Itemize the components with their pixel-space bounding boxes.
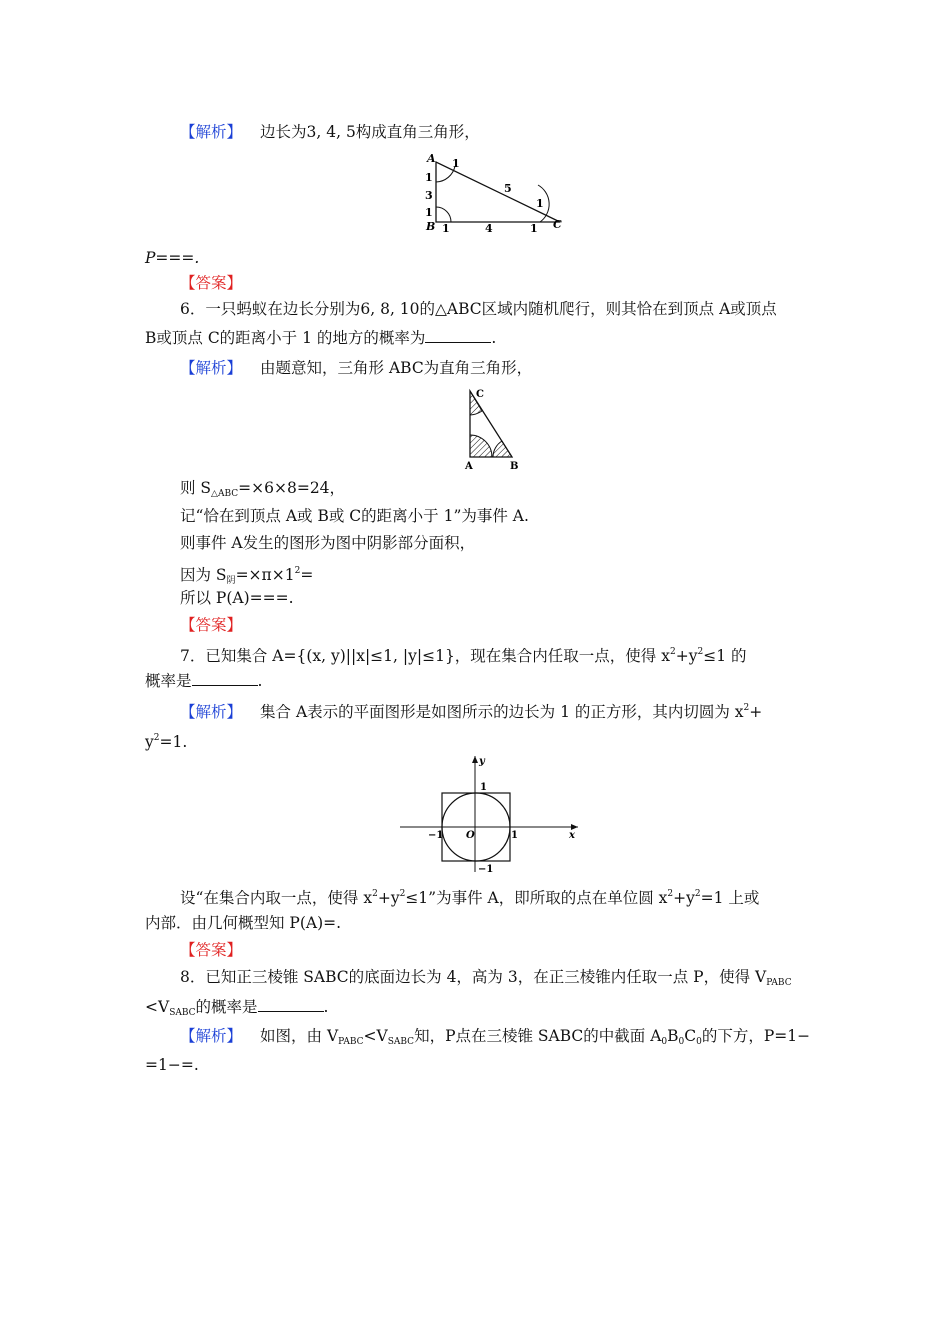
figure-right-triangle-shaded <box>460 385 530 475</box>
fig3-neg-left: −1 <box>428 830 444 841</box>
analysis-label: 【解析】 <box>180 703 243 721</box>
q7-inner-line: 内部．由几何概型知 P(A)=. <box>145 914 342 932</box>
fig1-hyp: 5 <box>504 182 512 195</box>
fig1-label-B: B <box>426 220 436 233</box>
fig1-label-C: C <box>553 218 562 231</box>
q8-analysis-line: 【解析】 如图，由 $V_{PABC}<V_{SABC}$知，P点在三棱锥 SABC的中截面 $A_0B_0C_0$的下方，P=1− <box>180 1027 811 1047</box>
fig3-x-label: x <box>569 830 575 841</box>
q6-line1: 6．一只蚂蚁在边长分别为6, 8, 10的△ABC区域内随机爬行，则其恰在到顶点 A或顶点 <box>180 300 777 318</box>
q6-line2: B或顶点 C的距离小于 1 的地方的概率为 . <box>145 329 497 347</box>
fig1-bottom-left: 1 <box>442 222 450 235</box>
analysis-label: 【解析】 <box>180 1027 243 1045</box>
fig1-bottom-right: 1 <box>530 222 538 235</box>
q8-line2: $<V_{SABC}$的概率是 . <box>145 998 329 1018</box>
fig2-label-C: C <box>476 389 484 400</box>
answer-label: 【答案】 <box>180 274 243 292</box>
fig3-one-top: 1 <box>480 782 487 793</box>
fig3-y-label: y <box>479 756 485 767</box>
q7-line1: 7．已知集合 A={(x, y)||x|≤1, |y|≤1}，现在集合内任取一点，使得 $x^2+y^2\le 1$ 的 <box>180 647 747 665</box>
q6-result-line: 所以 P(A)===. <box>180 589 294 607</box>
fig2-label-A: A <box>465 461 473 472</box>
p5-analysis-line <box>180 121 480 143</box>
q7-line2: 概率是 . <box>145 672 263 690</box>
q8-line1: 8．已知正三棱锥 SABC的底面边长为 4，高为 3，在正三棱锥内任取一点 P，使得 $V_{PABC}$ <box>180 968 792 988</box>
p5-formula: P===. <box>145 249 200 267</box>
answer-blank <box>425 328 491 343</box>
q7-analysis-line: 【解析】 集合 A表示的平面图形是如图所示的边长为 1 的正方形，其内切圆为 $x^2+$ <box>180 703 763 721</box>
fig1-left-mid: 3 <box>425 189 433 202</box>
fig3-neg-bottom: −1 <box>478 864 494 874</box>
p5-analysis-text: 边长为3, 4, 5构成直角三角形， <box>260 123 480 141</box>
q7-answer-line <box>180 939 242 961</box>
fig1-right: 1 <box>536 197 544 210</box>
q6-shaded-line: 则事件 A发生的图形为图中阴影部分面积， <box>180 534 476 552</box>
figure-square-incircle <box>398 752 588 874</box>
fig1-top: 1 <box>452 157 460 170</box>
answer-label: 【答案】 <box>180 616 243 634</box>
figure-right-triangle-345 <box>415 150 570 235</box>
q8-last-line: =1−=. <box>145 1056 199 1074</box>
q7-set-line: 设“在集合内取一点，使得 $x^2+y^2\le 1$”为事件 A，即所取的点在单位圆 $x^2+y^2=1$ 上或 <box>180 889 760 907</box>
q7-analysis-line2: $y^2=1$. <box>145 733 188 751</box>
answer-label: 【答案】 <box>180 941 243 959</box>
fig1-left-lower: 1 <box>425 206 433 219</box>
fig1-left-upper: 1 <box>425 171 433 184</box>
fig1-label-A: A <box>427 152 436 165</box>
q6-analysis-line: 【解析】 由题意知，三角形 ABC为直角三角形， <box>180 359 533 377</box>
q6-event-line: 记“恰在到顶点 A或 B或 C的距离小于 1”为事件 A. <box>180 507 529 525</box>
fig1-bottom-mid: 4 <box>485 222 493 235</box>
answer-blank <box>192 671 258 686</box>
answer-blank <box>258 997 324 1012</box>
fig3-origin: O <box>466 830 475 841</box>
p5-answer-line <box>180 272 242 294</box>
q6-s-line: 因为 $S_阴=\times\pi\times 1^2=$ <box>180 566 314 586</box>
analysis-label: 【解析】 <box>180 359 243 377</box>
q6-answer-line <box>180 614 242 636</box>
q6-area-line: 则 $S_{\triangle ABC}=\times 6\times 8=24$， <box>180 479 346 499</box>
fig2-label-B: B <box>510 461 519 472</box>
fig3-one-right: 1 <box>511 830 518 841</box>
analysis-label: 【解析】 <box>180 123 243 141</box>
